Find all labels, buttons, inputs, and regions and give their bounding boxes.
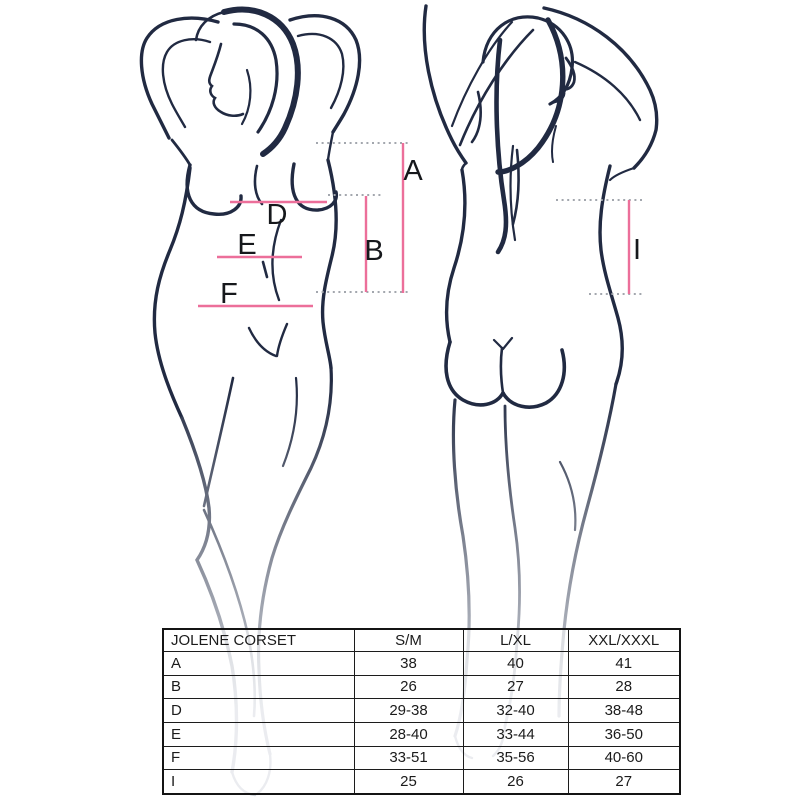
measurement-row-label: F [163,746,354,770]
measure-label-a: A [403,155,423,187]
front-face-profile [209,44,243,116]
front-left-shoulder [172,140,190,165]
front-pubic-line [277,324,287,356]
size-value-cell: 27 [463,675,568,699]
front-inner-thigh [204,378,233,506]
measure-label-i: I [632,234,642,266]
measurement-row-label: I [163,770,354,794]
back-right-forearm [575,62,640,120]
front-pubic-line [249,328,276,356]
size-value-cell: 40 [463,652,568,676]
front-inner-thigh [283,378,297,466]
size-value-cell: 26 [354,675,463,699]
size-value-cell: 29-38 [354,699,463,723]
measure-label-d: D [266,199,288,231]
size-table-row [163,675,680,699]
size-table-header-row [163,629,680,652]
size-value-cell: 38 [354,652,463,676]
front-left-breast [187,165,241,214]
back-spine-line [511,146,515,240]
measure-label-f: F [220,278,238,310]
size-value-cell: 33-51 [354,746,463,770]
size-table-body [163,652,680,795]
size-value-cell: 28 [568,675,680,699]
size-table [162,628,681,795]
front-forehead [196,12,224,40]
front-hair-strand [242,70,250,124]
back-hair-strand [497,40,506,252]
size-table-row [163,746,680,770]
size-value-cell: 28-40 [354,722,463,746]
size-value-cell: 27 [568,770,680,794]
back-hair-curtain [498,20,563,172]
back-hair-strand [513,150,519,224]
front-belly-line [272,220,281,300]
measurement-row-label: E [163,722,354,746]
size-value-cell: 26 [463,770,568,794]
back-buttock-crease [501,348,503,393]
size-table-row [163,722,680,746]
front-navel [263,262,267,277]
back-right-buttock [503,350,564,407]
measurement-letters [220,155,641,310]
size-value-cell: 25 [354,770,463,794]
back-right-shoulder [610,168,634,180]
size-value-cell: 36-50 [568,722,680,746]
size-value-cell: 33-44 [463,722,568,746]
back-buttock-crease [494,338,512,349]
measurement-row-label: A [163,652,354,676]
size-column-header: XXL/XXXL [568,629,680,652]
measure-label-e: E [237,229,257,261]
front-left-waist [154,168,190,418]
size-table-row [163,652,680,676]
back-calf-line [560,462,575,530]
back-left-buttock [446,342,503,405]
size-column-header: S/M [354,629,463,652]
front-left-arm-inner [163,39,210,127]
front-cleavage [255,166,262,204]
size-table-row [163,770,680,794]
size-column-header: L/XL [463,629,568,652]
measurement-annotations [198,143,643,310]
product-name-cell: JOLENE CORSET [163,629,354,652]
size-table-row [163,699,680,723]
back-shoulder-blade [552,126,556,162]
back-right-side [600,166,622,384]
measurement-row-label: B [163,675,354,699]
back-left-side [447,170,465,342]
front-right-arm-inner [298,34,343,108]
size-value-cell: 35-56 [463,746,568,770]
size-value-cell: 38-48 [568,699,680,723]
size-value-cell: 40-60 [568,746,680,770]
front-right-waist [323,160,337,368]
front-right-armpit [328,132,333,160]
measure-label-b: B [364,235,384,267]
size-value-cell: 41 [568,652,680,676]
size-value-cell: 32-40 [463,699,568,723]
measurement-row-label: D [163,699,354,723]
back-left-arm [424,6,466,163]
